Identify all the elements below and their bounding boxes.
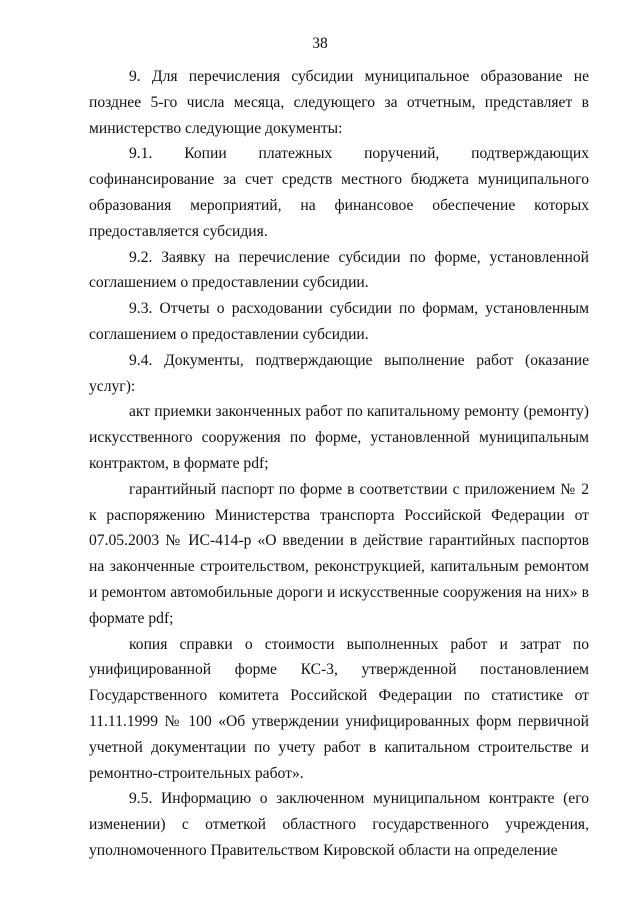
paragraph-9: 9. Для перечисления субсидии муниципальное образование не позднее 5-го числа месяца, следующего за отчетным, представляет в министерство следующие документы: xyxy=(89,68,589,137)
document-body xyxy=(89,64,589,864)
paragraph-9-1: 9.1. Копии платежных поручений, подтверждающих софинансирование за счет средств местного бюджета муниципального образования мероприятий, на финансовое обеспечение которых предоставляется субсидия. xyxy=(89,145,589,240)
paragraph-passport: гарантийный паспорт по форме в соответствии с приложением № 2 к распоряжению Министерства транспорта Российской Федерации от 07.05.2003 № ИС-414-р «О введении в действие гарантийных паспортов на законченные строительством, реконструкцией, капитальным ремонтом и ремонтом автомобильные дороги и искусственные сооружения на них» в формате pdf; xyxy=(89,480,589,627)
page-number: 38 xyxy=(312,35,328,52)
paragraph-9-3: 9.3. Отчеты о расходовании субсидии по формам, установленным соглашением о предоставлении субсидии. xyxy=(89,300,589,343)
paragraph-act: акт приемки законченных работ по капитальному ремонту (ремонту) искусственного сооружения по форме, установленной муниципальным контрактом, в формате pdf; xyxy=(89,403,589,472)
paragraph-9-4: 9.4. Документы, подтверждающие выполнение работ (оказание услуг): xyxy=(89,351,589,395)
paragraph-9-2: 9.2. Заявку на перечисление субсидии по форме, установленной соглашением о предоставлении субсидии. xyxy=(89,248,589,292)
paragraph-ks3: копия справки о стоимости выполненных работ и затрат по унифицированной форме КС-3, утвержденной постановлением Государственного комитета Российской Федерации по статистике от 11.11.1999 № 100 «Об утверждении унифицированных форм первичной учетной документации по учету работ в капитальном строительстве и ремонтно-строительных работ». xyxy=(89,635,589,782)
paragraph-9-5: 9.5. Информацию о заключенном муниципальном контракте (его изменении) с отметкой областного государственного учреждения, уполномоченного Правительством Кировской области на определение xyxy=(89,790,589,859)
